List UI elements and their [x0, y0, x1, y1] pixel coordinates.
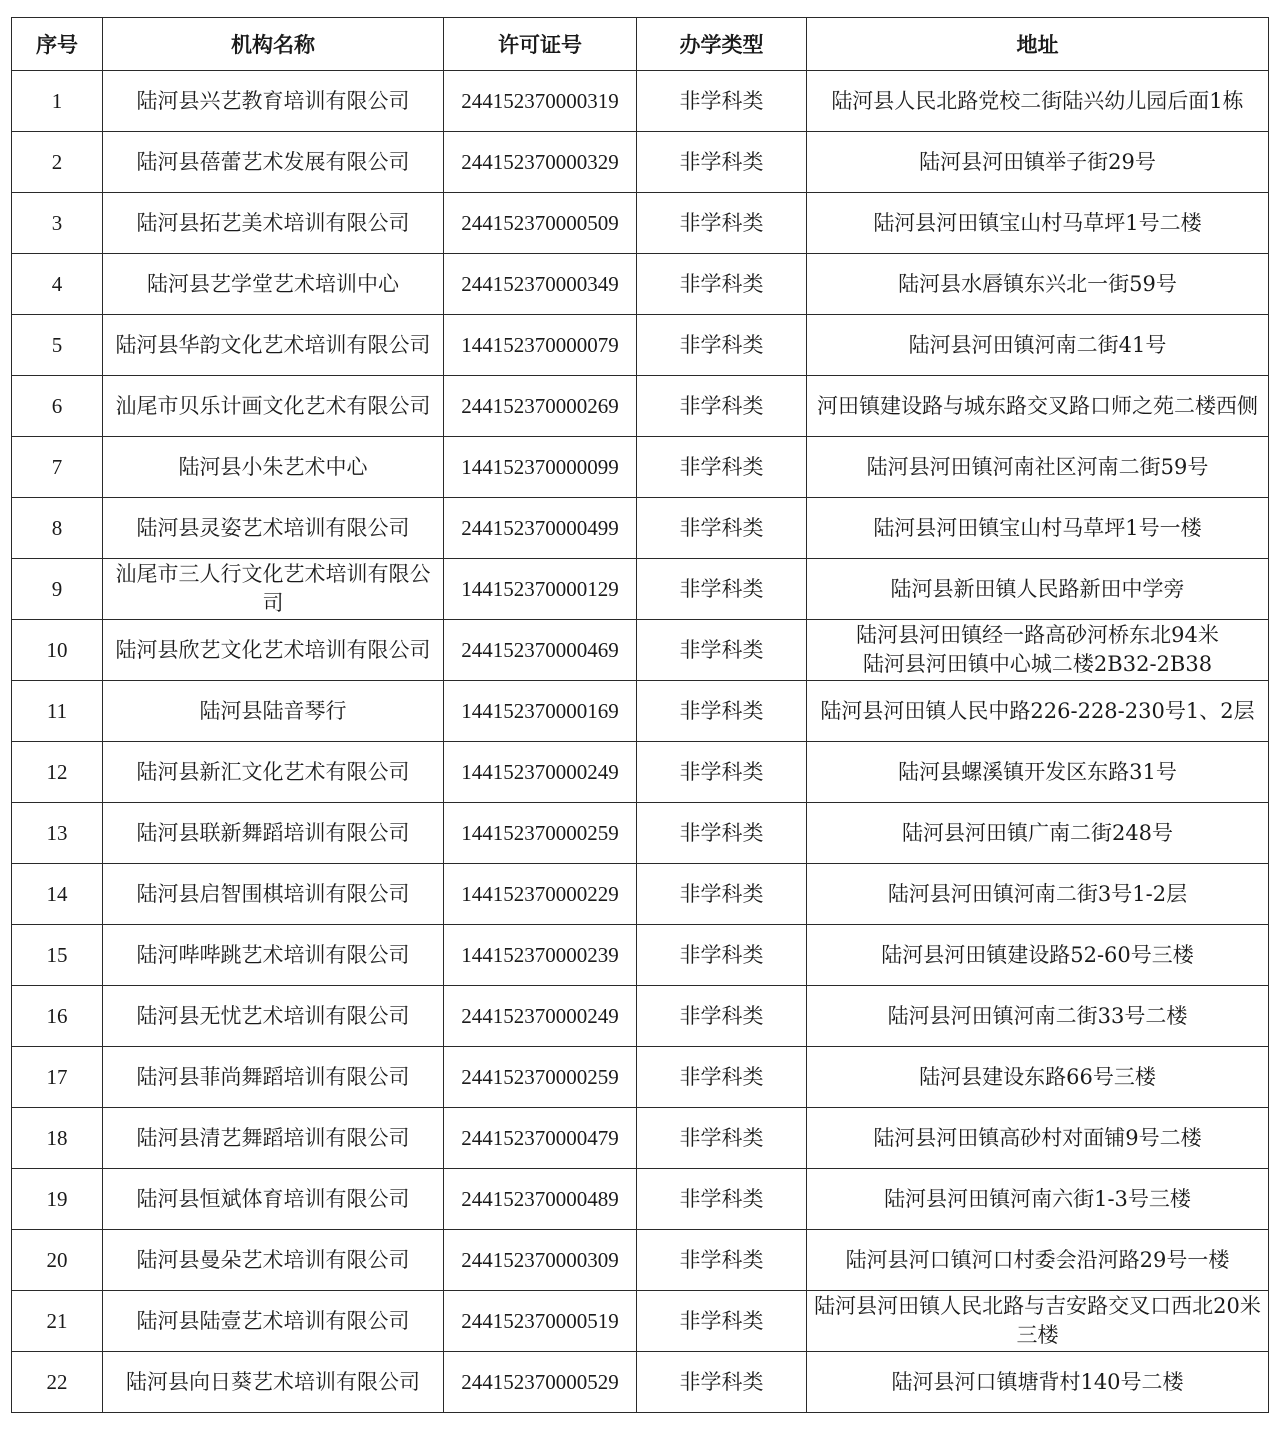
cell-license-no: 144152370000079 [444, 315, 637, 376]
cell-license-no: 244152370000249 [444, 986, 637, 1047]
cell-address: 陆河县水唇镇东兴北一街59号 [807, 254, 1269, 315]
cell-address: 陆河县建设东路66号三楼 [807, 1047, 1269, 1108]
table-row [12, 1047, 1269, 1108]
cell-license-no: 144152370000239 [444, 925, 637, 986]
cell-org-name: 陆河县小朱艺术中心 [103, 437, 444, 498]
cell-org-name: 陆河县陆壹艺术培训有限公司 [103, 1291, 444, 1352]
table-row [12, 71, 1269, 132]
cell-index: 21 [12, 1291, 103, 1352]
cell-license-no: 244152370000349 [444, 254, 637, 315]
cell-license-no: 144152370000169 [444, 681, 637, 742]
table-row [12, 925, 1269, 986]
cell-license-no: 244152370000509 [444, 193, 637, 254]
cell-school-type: 非学科类 [637, 1108, 807, 1169]
cell-license-no: 244152370000269 [444, 376, 637, 437]
header-address: 地址 [807, 18, 1269, 71]
table-row [12, 1230, 1269, 1291]
cell-index: 10 [12, 620, 103, 681]
cell-school-type: 非学科类 [637, 1352, 807, 1413]
cell-school-type: 非学科类 [637, 620, 807, 681]
table-row [12, 1352, 1269, 1413]
cell-address: 陆河县河田镇人民北路与吉安路交叉口西北20米三楼 [807, 1291, 1269, 1352]
table-row [12, 498, 1269, 559]
cell-address: 陆河县河田镇人民中路226-228-230号1、2层 [807, 681, 1269, 742]
table-row [12, 742, 1269, 803]
cell-org-name: 陆河县联新舞蹈培训有限公司 [103, 803, 444, 864]
cell-index: 1 [12, 71, 103, 132]
cell-org-name: 陆河县清艺舞蹈培训有限公司 [103, 1108, 444, 1169]
cell-org-name: 陆河县艺学堂艺术培训中心 [103, 254, 444, 315]
cell-index: 5 [12, 315, 103, 376]
cell-org-name: 陆河县兴艺教育培训有限公司 [103, 71, 444, 132]
table-row [12, 681, 1269, 742]
cell-index: 7 [12, 437, 103, 498]
cell-license-no: 244152370000469 [444, 620, 637, 681]
header-index: 序号 [12, 18, 103, 71]
cell-license-no: 144152370000229 [444, 864, 637, 925]
cell-index: 15 [12, 925, 103, 986]
cell-license-no: 244152370000529 [444, 1352, 637, 1413]
cell-school-type: 非学科类 [637, 1291, 807, 1352]
cell-org-name: 陆河县陆音琴行 [103, 681, 444, 742]
cell-org-name: 陆河县向日葵艺术培训有限公司 [103, 1352, 444, 1413]
cell-index: 16 [12, 986, 103, 1047]
cell-license-no: 244152370000319 [444, 71, 637, 132]
cell-index: 12 [12, 742, 103, 803]
table-row [12, 315, 1269, 376]
cell-index: 19 [12, 1169, 103, 1230]
table-row [12, 1291, 1269, 1352]
header-license-no: 许可证号 [444, 18, 637, 71]
cell-org-name: 陆河县华韵文化艺术培训有限公司 [103, 315, 444, 376]
cell-address: 陆河县人民北路党校二街陆兴幼儿园后面1栋 [807, 71, 1269, 132]
cell-index: 17 [12, 1047, 103, 1108]
cell-org-name: 汕尾市贝乐计画文化艺术有限公司 [103, 376, 444, 437]
cell-license-no: 244152370000259 [444, 1047, 637, 1108]
cell-address: 陆河县河口镇塘背村140号二楼 [807, 1352, 1269, 1413]
cell-index: 14 [12, 864, 103, 925]
cell-index: 20 [12, 1230, 103, 1291]
cell-org-name: 陆河县蓓蕾艺术发展有限公司 [103, 132, 444, 193]
cell-index: 6 [12, 376, 103, 437]
cell-address: 陆河县河田镇广南二街248号 [807, 803, 1269, 864]
cell-org-name: 陆河县灵姿艺术培训有限公司 [103, 498, 444, 559]
table-row [12, 193, 1269, 254]
cell-index: 9 [12, 559, 103, 620]
cell-index: 2 [12, 132, 103, 193]
cell-address: 陆河县河田镇经一路高砂河桥东北94米 陆河县河田镇中心城二楼2B32-2B38 [807, 620, 1269, 681]
header-org-name: 机构名称 [103, 18, 444, 71]
cell-org-name: 陆河县恒斌体育培训有限公司 [103, 1169, 444, 1230]
cell-address: 陆河县河田镇河南二街33号二楼 [807, 986, 1269, 1047]
cell-school-type: 非学科类 [637, 71, 807, 132]
cell-org-name: 汕尾市三人行文化艺术培训有限公司 [103, 559, 444, 620]
cell-license-no: 244152370000499 [444, 498, 637, 559]
cell-index: 13 [12, 803, 103, 864]
table-body [12, 71, 1269, 1413]
cell-license-no: 244152370000329 [444, 132, 637, 193]
cell-license-no: 244152370000489 [444, 1169, 637, 1230]
cell-address: 陆河县螺溪镇开发区东路31号 [807, 742, 1269, 803]
cell-org-name: 陆河县菲尚舞蹈培训有限公司 [103, 1047, 444, 1108]
table-row [12, 559, 1269, 620]
table-row [12, 1108, 1269, 1169]
cell-school-type: 非学科类 [637, 132, 807, 193]
cell-school-type: 非学科类 [637, 1047, 807, 1108]
cell-org-name: 陆河哔哔跳艺术培训有限公司 [103, 925, 444, 986]
cell-index: 3 [12, 193, 103, 254]
table-row [12, 620, 1269, 681]
cell-school-type: 非学科类 [637, 376, 807, 437]
cell-address: 陆河县河田镇河南社区河南二街59号 [807, 437, 1269, 498]
cell-org-name: 陆河县拓艺美术培训有限公司 [103, 193, 444, 254]
cell-index: 8 [12, 498, 103, 559]
cell-license-no: 144152370000099 [444, 437, 637, 498]
cell-address: 陆河县河田镇河南二街41号 [807, 315, 1269, 376]
cell-org-name: 陆河县无忧艺术培训有限公司 [103, 986, 444, 1047]
cell-license-no: 244152370000309 [444, 1230, 637, 1291]
table-row [12, 437, 1269, 498]
table-row [12, 254, 1269, 315]
cell-index: 4 [12, 254, 103, 315]
table-row [12, 132, 1269, 193]
cell-school-type: 非学科类 [637, 681, 807, 742]
cell-school-type: 非学科类 [637, 1169, 807, 1230]
cell-address: 陆河县河田镇河南二街3号1-2层 [807, 864, 1269, 925]
cell-school-type: 非学科类 [637, 254, 807, 315]
cell-org-name: 陆河县曼朵艺术培训有限公司 [103, 1230, 444, 1291]
cell-index: 22 [12, 1352, 103, 1413]
cell-org-name: 陆河县欣艺文化艺术培训有限公司 [103, 620, 444, 681]
cell-org-name: 陆河县新汇文化艺术有限公司 [103, 742, 444, 803]
table-row [12, 803, 1269, 864]
cell-address: 陆河县河田镇举子街29号 [807, 132, 1269, 193]
cell-school-type: 非学科类 [637, 986, 807, 1047]
cell-school-type: 非学科类 [637, 864, 807, 925]
cell-address: 陆河县河田镇建设路52-60号三楼 [807, 925, 1269, 986]
cell-license-no: 244152370000479 [444, 1108, 637, 1169]
cell-license-no: 144152370000249 [444, 742, 637, 803]
cell-address: 陆河县河田镇高砂村对面铺9号二楼 [807, 1108, 1269, 1169]
table-row [12, 986, 1269, 1047]
cell-address: 陆河县河口镇河口村委会沿河路29号一楼 [807, 1230, 1269, 1291]
cell-school-type: 非学科类 [637, 498, 807, 559]
cell-school-type: 非学科类 [637, 803, 807, 864]
cell-address: 河田镇建设路与城东路交叉路口师之苑二楼西侧 [807, 376, 1269, 437]
header-school-type: 办学类型 [637, 18, 807, 71]
table-header-row [12, 18, 1269, 71]
cell-school-type: 非学科类 [637, 1230, 807, 1291]
cell-school-type: 非学科类 [637, 315, 807, 376]
cell-school-type: 非学科类 [637, 559, 807, 620]
cell-index: 18 [12, 1108, 103, 1169]
cell-index: 11 [12, 681, 103, 742]
cell-school-type: 非学科类 [637, 925, 807, 986]
institution-table-container [11, 17, 1269, 1413]
cell-license-no: 144152370000259 [444, 803, 637, 864]
institution-table [11, 17, 1269, 1413]
cell-address: 陆河县河田镇宝山村马草坪1号一楼 [807, 498, 1269, 559]
cell-license-no: 244152370000519 [444, 1291, 637, 1352]
cell-school-type: 非学科类 [637, 193, 807, 254]
cell-address: 陆河县新田镇人民路新田中学旁 [807, 559, 1269, 620]
table-row [12, 864, 1269, 925]
table-row [12, 1169, 1269, 1230]
cell-org-name: 陆河县启智围棋培训有限公司 [103, 864, 444, 925]
table-row [12, 376, 1269, 437]
cell-school-type: 非学科类 [637, 437, 807, 498]
cell-license-no: 144152370000129 [444, 559, 637, 620]
cell-school-type: 非学科类 [637, 742, 807, 803]
cell-address: 陆河县河田镇河南六街1-3号三楼 [807, 1169, 1269, 1230]
cell-address: 陆河县河田镇宝山村马草坪1号二楼 [807, 193, 1269, 254]
